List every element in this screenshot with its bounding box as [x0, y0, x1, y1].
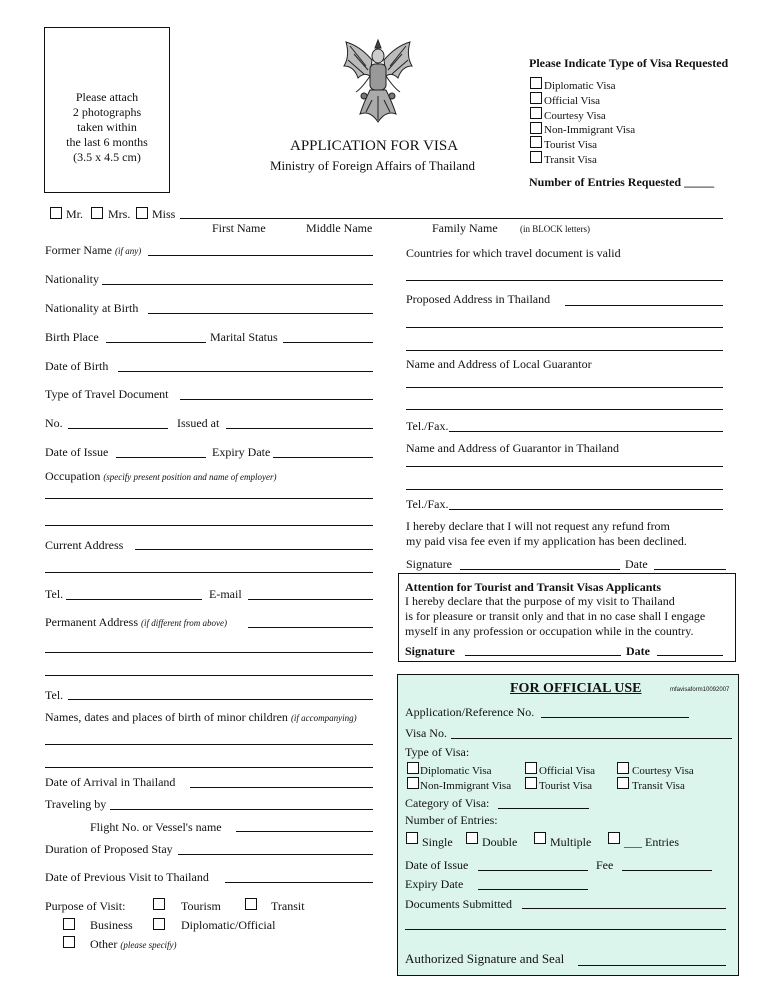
label-tel-2: Tel. — [45, 688, 64, 702]
authorized-signature-field[interactable] — [578, 965, 726, 966]
label-official-date-issue: Date of Issue — [405, 858, 469, 872]
declaration-line-1: I hereby declare that I will not request any refund from — [406, 519, 670, 533]
arrival-date-field[interactable] — [190, 787, 373, 788]
label-official-expiry: Expiry Date — [405, 877, 464, 891]
checkbox-miss[interactable] — [136, 207, 148, 219]
label-visa-no: Visa No. — [405, 726, 447, 740]
option-official-visa: Official Visa — [544, 95, 601, 107]
checkbox-courtesy-visa[interactable] — [530, 107, 542, 119]
photo-line-1: Please attach — [75, 90, 139, 104]
tel-2-field[interactable] — [68, 699, 373, 700]
issued-at-field[interactable] — [226, 428, 373, 429]
proposed-address-field-3[interactable] — [406, 350, 723, 351]
option-diplomatic-visa: Diplomatic Visa — [544, 80, 616, 92]
checkbox-transit[interactable] — [245, 898, 257, 910]
permanent-address-field-2[interactable] — [45, 652, 373, 653]
official-type-transit: Transit Visa — [632, 780, 685, 792]
attention-box — [398, 573, 736, 662]
label-duration-stay: Duration of Proposed Stay — [45, 842, 173, 856]
option-transit-visa: Transit Visa — [544, 154, 597, 166]
duration-stay-field[interactable] — [178, 854, 373, 855]
permanent-address-field-1[interactable] — [248, 627, 373, 628]
name-input-line[interactable] — [180, 218, 723, 219]
date-field[interactable] — [654, 569, 726, 570]
former-name-field[interactable] — [148, 255, 373, 256]
label-date-of-issue: Date of Issue — [45, 445, 109, 459]
label-permanent-address: Permanent Address — [45, 615, 138, 629]
label-diplomatic-official: Diplomatic/Official — [181, 918, 276, 932]
official-date-issue-field[interactable] — [478, 870, 588, 871]
attention-signature-field[interactable] — [465, 655, 621, 656]
checkbox-other[interactable] — [63, 936, 75, 948]
checkbox-multiple[interactable] — [534, 832, 546, 844]
label-double: Double — [482, 835, 518, 849]
travel-document-field[interactable] — [180, 399, 373, 400]
attention-line-2: is for pleasure or transit only and that in no case shall I engage — [405, 609, 706, 623]
label-category: Category of Visa: — [405, 796, 490, 810]
former-name-text: Former Name — [45, 243, 112, 257]
tel-field[interactable] — [66, 599, 202, 600]
label-proposed-address: Proposed Address in Thailand — [406, 292, 551, 306]
label-email: E-mail — [209, 587, 242, 601]
photo-line-5: (3.5 x 4.5 cm) — [73, 150, 141, 164]
label-former-name — [45, 243, 141, 258]
permanent-address-note: (if different from above) — [140, 618, 228, 628]
label-mr: Mr. — [66, 207, 84, 221]
label-traveling-by: Traveling by — [45, 797, 107, 811]
label-nationality-birth: Nationality at Birth — [45, 301, 139, 315]
occupation-note: (specify present position and name of employer) — [103, 472, 277, 482]
label-children: Names, dates and places of birth of minor children — [45, 710, 288, 724]
checkbox-tourism[interactable] — [153, 898, 165, 910]
official-type-official: Official Visa — [539, 765, 596, 777]
checkbox-business[interactable] — [63, 918, 75, 930]
label-travel-document: Type of Travel Document — [45, 387, 169, 401]
signature-field[interactable] — [460, 569, 620, 570]
label-n-entries: ___ Entries — [624, 835, 679, 849]
label-tel: Tel. — [45, 587, 64, 601]
official-form-code: mfavisaform10092007 — [670, 687, 730, 693]
documents-field-2[interactable] — [405, 929, 726, 930]
proposed-address-field-1[interactable] — [565, 305, 723, 306]
official-use-box — [397, 674, 739, 976]
option-courtesy-visa: Courtesy Visa — [544, 110, 606, 122]
official-use-title: FOR OFFICIAL USE — [510, 681, 642, 696]
label-issued-at: Issued at — [177, 416, 220, 430]
official-type-tourist: Tourist Visa — [539, 780, 593, 792]
marital-status-field[interactable] — [283, 342, 373, 343]
official-expiry-field[interactable] — [478, 889, 588, 890]
label-tourism: Tourism — [181, 899, 221, 913]
visa-type-heading: Please Indicate Type of Visa Requested — [529, 56, 729, 70]
visa-no-field[interactable] — [451, 738, 732, 739]
birth-place-field[interactable] — [106, 342, 206, 343]
dob-field[interactable] — [118, 371, 373, 372]
attention-date-field[interactable] — [657, 655, 723, 656]
label-purpose: Purpose of Visit: — [45, 899, 126, 913]
official-type-non-immigrant: Non-Immigrant Visa — [420, 780, 512, 792]
telfax-1-field[interactable] — [449, 431, 723, 432]
label-single: Single — [422, 835, 453, 849]
label-dob: Date of Birth — [45, 359, 109, 373]
current-address-field-2[interactable] — [45, 572, 373, 573]
label-expiry-date: Expiry Date — [212, 445, 271, 459]
official-checkbox-transit[interactable] — [617, 777, 629, 789]
local-guarantor-field-1[interactable] — [406, 387, 723, 388]
expiry-date-field[interactable] — [273, 457, 373, 458]
label-middle-name: Middle Name — [306, 221, 373, 235]
label-local-guarantor: Name and Address of Local Guarantor — [406, 357, 592, 371]
official-checkbox-tourist[interactable] — [525, 777, 537, 789]
children-note: (if accompanying) — [290, 713, 357, 723]
former-name-note: (if any) — [114, 246, 142, 256]
checkbox-n-entries[interactable] — [608, 832, 620, 844]
local-guarantor-field-2[interactable] — [406, 409, 723, 410]
label-flight-no: Flight No. or Vessel's name — [90, 820, 222, 834]
nationality-field[interactable] — [102, 284, 373, 285]
official-checkbox-courtesy[interactable] — [617, 762, 629, 774]
label-nationality: Nationality — [45, 272, 99, 286]
label-guarantor-thailand: Name and Address of Guarantor in Thailand — [406, 441, 620, 455]
proposed-address-field-2[interactable] — [406, 327, 723, 328]
documents-field-1[interactable] — [522, 908, 726, 909]
checkbox-diplomatic-visa[interactable] — [530, 77, 542, 89]
label-transit: Transit — [271, 899, 305, 913]
category-field[interactable] — [498, 808, 589, 809]
label-date: Date — [625, 557, 648, 571]
permanent-address-field-3[interactable] — [45, 675, 373, 676]
checkbox-mr[interactable] — [50, 207, 62, 219]
label-multiple: Multiple — [550, 835, 592, 849]
date-of-issue-field[interactable] — [116, 457, 206, 458]
label-previous-visit: Date of Previous Visit to Thailand — [45, 870, 209, 884]
checkbox-tourist-visa[interactable] — [530, 136, 542, 148]
label-signature: Signature — [406, 557, 452, 571]
occupation-field-2[interactable] — [45, 525, 373, 526]
official-checkbox-official[interactable] — [525, 762, 537, 774]
occupation-field-1[interactable] — [45, 498, 373, 499]
checkbox-mrs[interactable] — [91, 207, 103, 219]
doc-no-field[interactable] — [68, 428, 168, 429]
official-type-diplomatic: Diplomatic Visa — [420, 765, 492, 777]
attention-line-3: myself in any profession or occupation while in the country. — [405, 624, 694, 638]
label-family-name: Family Name — [432, 221, 498, 235]
label-type-of-visa: Type of Visa: — [405, 745, 470, 759]
label-fee: Fee — [596, 858, 614, 872]
label-block-letters: (in BLOCK letters) — [520, 224, 590, 234]
label-birth-place: Birth Place — [45, 330, 99, 344]
photo-line-2: 2 photographs — [72, 105, 142, 119]
telfax-2-field[interactable] — [449, 509, 723, 510]
label-telfax-1: Tel./Fax. — [406, 419, 449, 433]
declaration-line-2: my paid visa fee even if my application has been declined. — [406, 534, 687, 548]
attention-title: Attention for Tourist and Transit Visas Applicants — [405, 580, 662, 594]
photo-box — [44, 27, 170, 193]
guarantor-thailand-field-1[interactable] — [406, 466, 723, 467]
attention-line-1: I hereby declare that the purpose of my visit to Thailand — [405, 594, 675, 608]
garuda-emblem — [340, 36, 416, 124]
nationality-birth-field[interactable] — [148, 313, 373, 314]
label-other: Other — [90, 937, 118, 951]
flight-no-field[interactable] — [236, 831, 373, 832]
form-title: APPLICATION FOR VISA — [290, 138, 459, 154]
previous-visit-field[interactable] — [225, 882, 373, 883]
label-doc-no: No. — [45, 416, 63, 430]
official-checkbox-diplomatic[interactable] — [407, 762, 419, 774]
fee-field[interactable] — [622, 870, 712, 871]
current-address-field-1[interactable] — [135, 549, 373, 550]
photo-line-3: taken within — [77, 120, 137, 134]
label-current-address: Current Address — [45, 538, 124, 552]
label-marital-status: Marital Status — [210, 330, 278, 344]
option-tourist-visa: Tourist Visa — [544, 139, 598, 151]
official-type-courtesy: Courtesy Visa — [632, 765, 694, 777]
label-app-ref: Application/Reference No. — [405, 705, 535, 719]
traveling-by-field[interactable] — [110, 809, 373, 810]
children-field-2[interactable] — [45, 767, 373, 768]
label-documents-submitted: Documents Submitted — [405, 897, 512, 911]
label-arrival-date: Date of Arrival in Thailand — [45, 775, 176, 789]
photo-line-4: the last 6 months — [66, 135, 148, 149]
guarantor-thailand-field-2[interactable] — [406, 489, 723, 490]
form-subtitle: Ministry of Foreign Affairs of Thailand — [270, 158, 475, 173]
label-number-of-entries: Number of Entries: — [405, 813, 498, 827]
entries-requested[interactable]: Number of Entries Requested _____ — [529, 175, 715, 189]
app-ref-field[interactable] — [541, 717, 689, 718]
children-field-1[interactable] — [45, 744, 373, 745]
label-telfax-2: Tel./Fax. — [406, 497, 449, 511]
other-note: (please specify) — [120, 940, 177, 950]
checkbox-single[interactable] — [406, 832, 418, 844]
countries-valid-field[interactable] — [406, 280, 723, 281]
checkbox-non-immigrant-visa[interactable] — [530, 122, 542, 134]
label-mrs: Mrs. — [108, 207, 131, 221]
label-miss: Miss — [152, 207, 176, 221]
option-non-immigrant-visa: Non-Immigrant Visa — [544, 124, 636, 136]
official-checkbox-non-immigrant[interactable] — [407, 777, 419, 789]
email-field[interactable] — [248, 599, 373, 600]
attention-signature-label: Signature — [405, 644, 455, 658]
checkbox-diplomatic-official[interactable] — [153, 918, 165, 930]
label-countries-valid: Countries for which travel document is valid — [406, 246, 621, 260]
label-first-name: First Name — [212, 221, 266, 235]
attention-date-label: Date — [626, 644, 650, 658]
checkbox-transit-visa[interactable] — [530, 151, 542, 163]
checkbox-double[interactable] — [466, 832, 478, 844]
label-business: Business — [90, 918, 133, 932]
label-authorized-signature: Authorized Signature and Seal — [405, 951, 565, 966]
checkbox-official-visa[interactable] — [530, 92, 542, 104]
label-occupation: Occupation — [45, 469, 101, 483]
